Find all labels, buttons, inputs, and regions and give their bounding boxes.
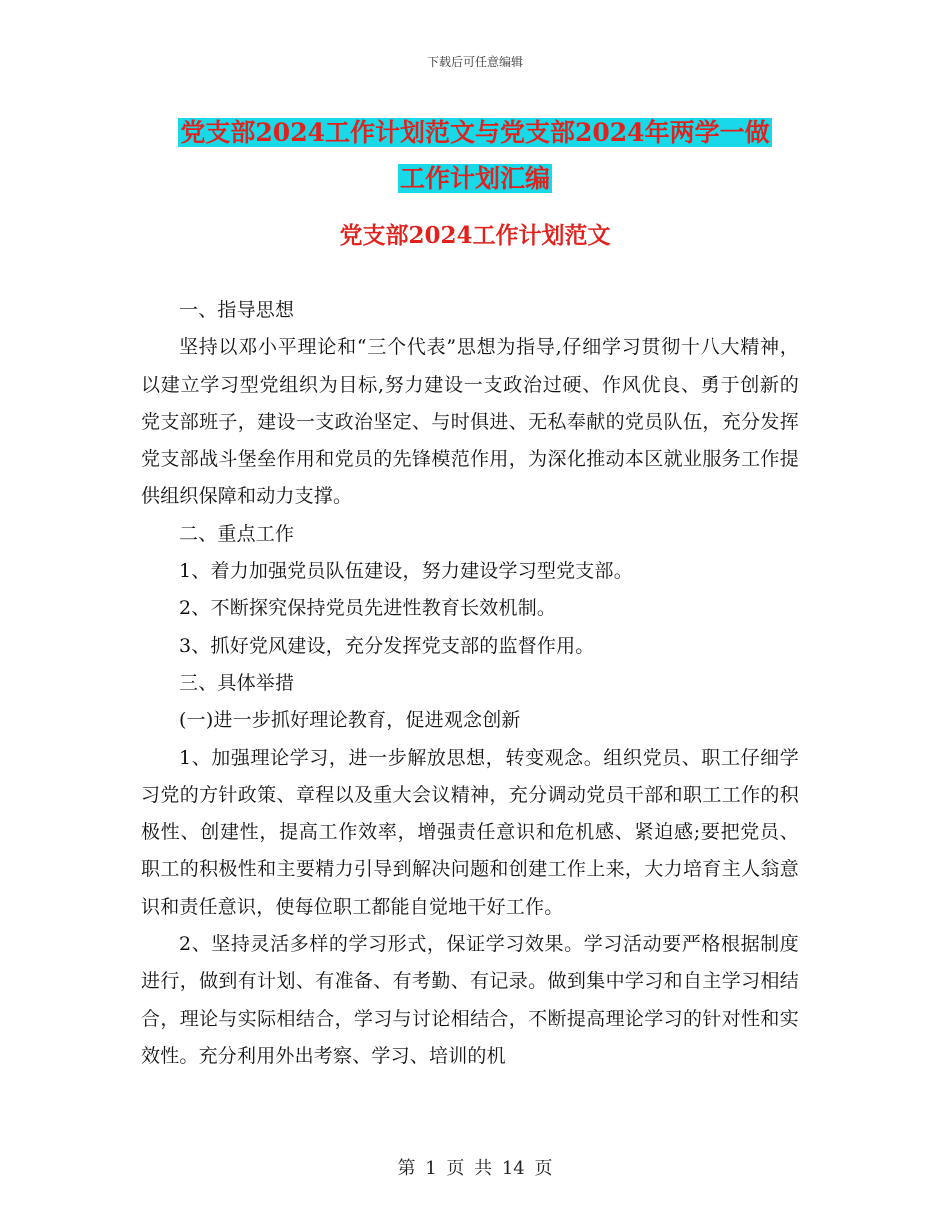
document-title	[0, 110, 950, 202]
section-title: 党支部2024工作计划范文	[339, 222, 611, 249]
title-line-1: 党支部2024工作计划范文与党支部2024年两学一做	[180, 118, 770, 147]
paragraph: 1、加强理论学习，进一步解放思想，转变观念。组织党员、职工仔细学习党的方针政策、章程以及重大会议精神，充分调动党员干部和职工工作的积极性、创建性，提高工作效率，增强责任意识和危机感、紧迫感;要把党员、职工的积极性和主要精力引导到解决问题和创建工作上来，大力培育主人翁意识和责任意识，使每位职工都能自觉地干好工作。	[141, 746, 799, 918]
subheading: (一)进一步抓好理论教育，促进观念创新	[179, 709, 521, 732]
list-item: 3、抓好党风建设，充分发挥党支部的监督作用。	[179, 634, 595, 657]
heading-key-work: 二、重点工作	[179, 522, 295, 545]
paragraph: 坚持以邓小平理论和“三个代表”思想为指导,仔细学习贯彻十八大精神，以建立学习型党组织为目标,努力建设一支政治过硬、作风优良、勇于创新的党支部班子，建设一支政治坚定、与时俱进、无私奉献的党员队伍，充分发挥党支部战斗堡垒作用和党员的先锋模范作用，为深化推动本区就业服务工作提供组织保障和动力支撑。	[141, 336, 799, 508]
list-item: 1、着力加强党员队伍建设，努力建设学习型党支部。	[179, 560, 633, 583]
page-footer: 第 1 页 共 14 页	[397, 1158, 553, 1179]
document-body	[141, 292, 799, 1075]
heading-measures: 三、具体举措	[179, 671, 295, 694]
paragraph: 2、坚持灵活多样的学习形式，保证学习效果。学习活动要严格根据制度进行，做到有计划、有准备、有考勤、有记录。做到集中学习和自主学习相结合，理论与实际相结合，学习与讨论相结合，不断提高理论学习的针对性和实效性。充分利用外出考察、学习、培训的机	[141, 933, 799, 1067]
list-item: 2、不断探究保持党员先进性教育长效机制。	[179, 597, 557, 620]
title-line-2: 工作计划汇编	[399, 164, 550, 193]
header-note: 下载后可任意编辑	[426, 55, 523, 69]
heading-guiding-thought: 一、指导思想	[179, 299, 295, 321]
